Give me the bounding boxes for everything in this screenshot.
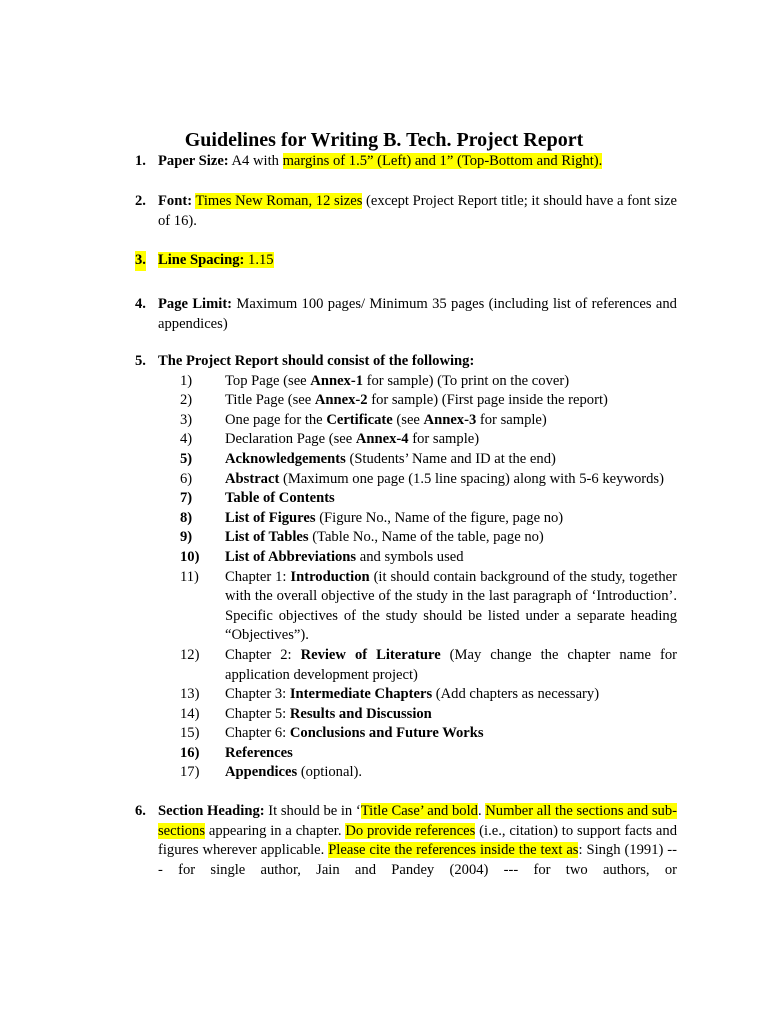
list-item-text: Chapter 1:	[225, 568, 291, 585]
list-item-bold: Intermediate Chapters	[289, 686, 433, 703]
list-item-number: 17)	[180, 764, 200, 781]
list-item	[180, 568, 677, 646]
section-number: 3.	[135, 251, 146, 271]
list-item-bold: Annex-3	[423, 411, 477, 428]
list-item-bold: List of Abbreviations	[225, 548, 357, 565]
highlight-text: Please cite the references inside the text as	[328, 842, 579, 859]
list-item-number: 3)	[180, 411, 193, 428]
section-body	[158, 295, 677, 334]
text: Maximum 100 pages/ Minimum 35 pages (including list of references and appendices)	[158, 296, 677, 332]
list-item-text: (Maximum one page (1.5 line spacing) along with 5-6 keywords)	[279, 470, 664, 487]
section-lead: Section Heading:	[158, 803, 265, 819]
list-item-text: Top Page (see	[225, 372, 311, 389]
list-item-bold: Table of Contents	[225, 490, 335, 507]
list-item-number: 4)	[180, 431, 193, 448]
list-item	[180, 509, 677, 529]
list-item-text: (optional).	[297, 764, 363, 781]
text: A4 with	[228, 153, 283, 169]
list-item	[180, 411, 677, 431]
list-item-text: for sample) (First page inside the report)	[367, 392, 608, 409]
list-item-bold: Conclusions and Future Works	[289, 725, 484, 742]
list-item-text: and symbols used	[356, 548, 464, 565]
highlight-text	[158, 252, 274, 268]
list-item-bold: Annex-2	[314, 392, 368, 409]
list-item-text: for sample) (To print on the cover)	[363, 372, 570, 389]
section-line-spacing	[135, 251, 677, 271]
list-item-text: (May change the chapter name for application development project)	[225, 646, 677, 683]
section-report-structure	[135, 352, 677, 783]
list-item-number: 10)	[180, 548, 200, 565]
list-item	[180, 685, 677, 705]
list-item-number: 14)	[180, 705, 200, 722]
section-number: 4.	[135, 296, 146, 312]
text: appearing in a chapter.	[205, 822, 346, 839]
list-item-bold: Appendices	[225, 764, 298, 781]
list-item-number: 16)	[180, 744, 200, 761]
section-body	[158, 192, 677, 231]
list-item-bold: Review of Literature	[300, 646, 441, 663]
list-item-number: 7)	[180, 490, 193, 507]
section-body	[158, 251, 677, 271]
list-item	[180, 470, 677, 490]
text: (except Project Report title; it should have a font size of 16).	[158, 193, 677, 229]
highlight-text: Do provide references	[345, 822, 476, 839]
list-item-text: (it should contain background of the study, together with the overall objective of the study in the last paragraph of ‘Introduction’. Specific objectives of the study should be listed under a separate heading “Objectives”).	[225, 568, 677, 644]
section-heading-rules	[135, 802, 677, 880]
list-item	[180, 528, 677, 548]
section-number: 1.	[135, 153, 146, 169]
text: It should be in ‘	[264, 803, 361, 819]
list-item	[180, 646, 677, 685]
list-item-text: Chapter 2:	[225, 646, 301, 663]
list-item-number: 12)	[180, 646, 200, 663]
highlight-text: Number all the sections and sub-sections	[158, 803, 678, 839]
list-item-number: 1)	[180, 372, 193, 389]
list-item-bold: Annex-1	[310, 372, 363, 389]
list-item-number: 6)	[180, 470, 193, 487]
list-item-bold: List of Figures	[225, 509, 316, 526]
text: (i.e., citation) to support facts and figures wherever applicable.	[158, 822, 678, 859]
list-item-text: (Table No., Name of the table, page no)	[308, 529, 544, 546]
section-lead: The Project Report should consist of the following:	[158, 353, 475, 369]
list-item-number: 2)	[180, 392, 193, 409]
list-item-number: 11)	[180, 568, 199, 585]
list-item-bold: Acknowledgements	[225, 450, 346, 467]
list-item	[180, 724, 677, 744]
list-item-number: 5)	[180, 450, 193, 467]
list-item-number: 13)	[180, 686, 200, 703]
list-item	[180, 430, 677, 450]
list-item-text: for sample)	[408, 431, 480, 448]
list-item-number: 8)	[180, 509, 193, 526]
highlight-text: Times New Roman, 12 sizes	[195, 193, 363, 209]
list-item-bold: Certificate	[326, 411, 393, 428]
list-item-text: (Figure No., Name of the figure, page no)	[315, 509, 564, 526]
list-item-text: One page for the	[225, 411, 327, 428]
list-item	[180, 744, 677, 764]
highlight-text: margins of 1.5” (Left) and 1” (Top-Bottom and Right).	[282, 153, 603, 169]
list-item-text: for sample)	[476, 411, 547, 428]
list-item-text: (Students’ Name and ID at the end)	[345, 450, 556, 467]
structure-list	[180, 372, 677, 783]
list-item-bold: Introduction	[290, 568, 370, 585]
list-item	[180, 372, 677, 392]
section-lead: Page Limit:	[158, 296, 233, 312]
section-lead: Paper Size:	[158, 153, 229, 169]
list-item-bold: Annex-4	[355, 431, 409, 448]
list-item-text: Declaration Page (see	[225, 431, 356, 448]
list-item	[180, 450, 677, 470]
section-body	[158, 802, 677, 880]
section-body	[158, 152, 677, 172]
list-item-text: Chapter 6:	[225, 725, 290, 742]
list-item-bold: Results and Discussion	[289, 705, 432, 722]
section-font	[135, 192, 677, 231]
list-item-bold: List of Tables	[225, 529, 309, 546]
text: .	[477, 803, 486, 819]
list-item	[180, 705, 677, 725]
list-item-bold: Abstract	[225, 470, 280, 487]
text: 1.15	[244, 252, 274, 268]
list-item-text: Title Page (see	[225, 392, 315, 409]
section-number: 2.	[135, 193, 146, 209]
list-item-text: Chapter 3:	[225, 686, 290, 703]
section-number: 6.	[135, 803, 146, 819]
list-item	[180, 548, 677, 568]
list-item-number: 9)	[180, 529, 193, 546]
list-item-text: (Add chapters as necessary)	[432, 686, 600, 703]
page-title: Guidelines for Writing B. Tech. Project Report	[184, 129, 584, 151]
highlight-text: Title Case’ and bold	[360, 803, 478, 819]
section-number: 5.	[135, 353, 146, 369]
text: : Singh (1991) --- for single author, Jain and Pandey (2004) --- for two authors, or	[158, 842, 677, 878]
section-lead: Line Spacing:	[158, 252, 245, 268]
section-lead: Font:	[158, 193, 193, 209]
list-item	[180, 763, 677, 783]
list-item-number: 15)	[180, 725, 200, 742]
section-page-limit	[135, 295, 677, 334]
list-item	[180, 391, 677, 411]
section-body	[158, 352, 677, 372]
list-item	[180, 489, 677, 509]
list-item-text: (see	[392, 411, 424, 428]
list-item-bold: References	[225, 744, 293, 761]
list-item-text: Chapter 5:	[225, 705, 290, 722]
section-paper-size	[135, 152, 677, 172]
